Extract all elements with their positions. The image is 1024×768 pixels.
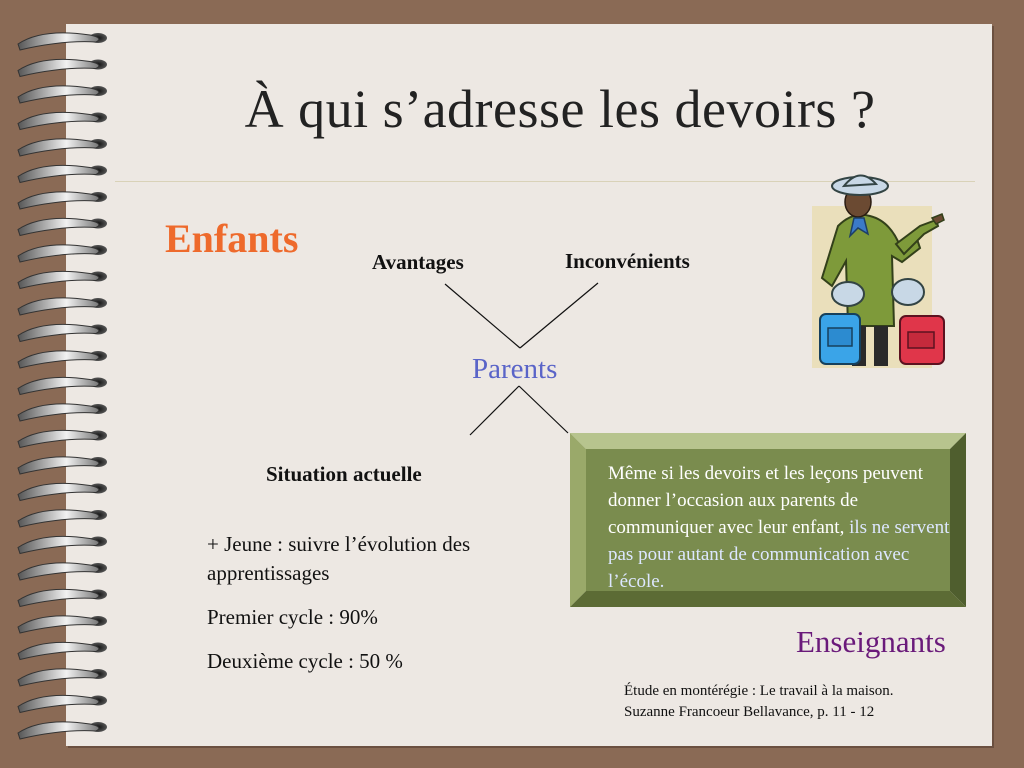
list-item: Deuxième cycle : 50 % xyxy=(207,649,403,673)
list-item: + Jeune : suivre l’évolution des apprentissages xyxy=(207,532,471,585)
spiral-binding xyxy=(12,24,112,746)
spiral-ring xyxy=(18,404,107,421)
spiral-ring xyxy=(18,218,107,235)
spiral-ring xyxy=(18,457,107,474)
callout-text-part2: ils ne servent pas pour autant de communication avec l’école. xyxy=(608,517,950,592)
list-item: Premier cycle : 90% xyxy=(207,605,378,629)
spiral-ring xyxy=(18,112,107,129)
situation-label: Situation actuelle xyxy=(266,462,422,486)
spiral-ring xyxy=(18,722,107,739)
spiral-ring xyxy=(18,695,107,712)
spiral-ring xyxy=(18,86,107,103)
citation-line: Étude en montérégie : Le travail à la maison. xyxy=(624,683,894,699)
advantages-label: Avantages xyxy=(372,250,464,274)
spiral-ring xyxy=(18,324,107,341)
callout-text xyxy=(608,460,960,595)
spiral-ring xyxy=(18,483,107,500)
citation xyxy=(624,681,893,723)
parents-label: Parents xyxy=(472,353,558,385)
teacher-with-students-clipart xyxy=(808,166,950,371)
spiral-ring xyxy=(18,139,107,156)
spiral-ring xyxy=(18,669,107,686)
spiral-ring xyxy=(18,59,107,76)
spiral-ring xyxy=(18,245,107,262)
disadvantages-label: Inconvénients xyxy=(565,249,690,273)
spiral-ring xyxy=(18,563,107,580)
spiral-ring xyxy=(18,430,107,447)
callout-text-part1: Même si les devoirs et les leçons peuvent donner l’occasion aux parents de communiquer avec leur enfant, xyxy=(608,463,924,538)
citation-line: Suzanne Francoeur Bellavance, p. 11 - 12 xyxy=(624,704,875,720)
enseignants-label: Enseignants xyxy=(796,624,946,659)
statistics-list xyxy=(207,530,552,691)
enfants-heading: Enfants xyxy=(165,216,299,261)
spiral-ring xyxy=(18,510,107,527)
spiral-ring xyxy=(18,33,107,50)
spiral-ring xyxy=(18,298,107,315)
spiral-ring xyxy=(18,351,107,368)
spiral-ring xyxy=(18,642,107,659)
spiral-ring xyxy=(18,377,107,394)
spiral-ring xyxy=(18,589,107,606)
spiral-ring xyxy=(18,271,107,288)
slide-title: À qui s’adresse les devoirs ? xyxy=(244,79,876,139)
spiral-ring xyxy=(18,536,107,553)
spiral-ring xyxy=(18,192,107,209)
spiral-ring xyxy=(18,165,107,182)
spiral-ring xyxy=(18,616,107,633)
